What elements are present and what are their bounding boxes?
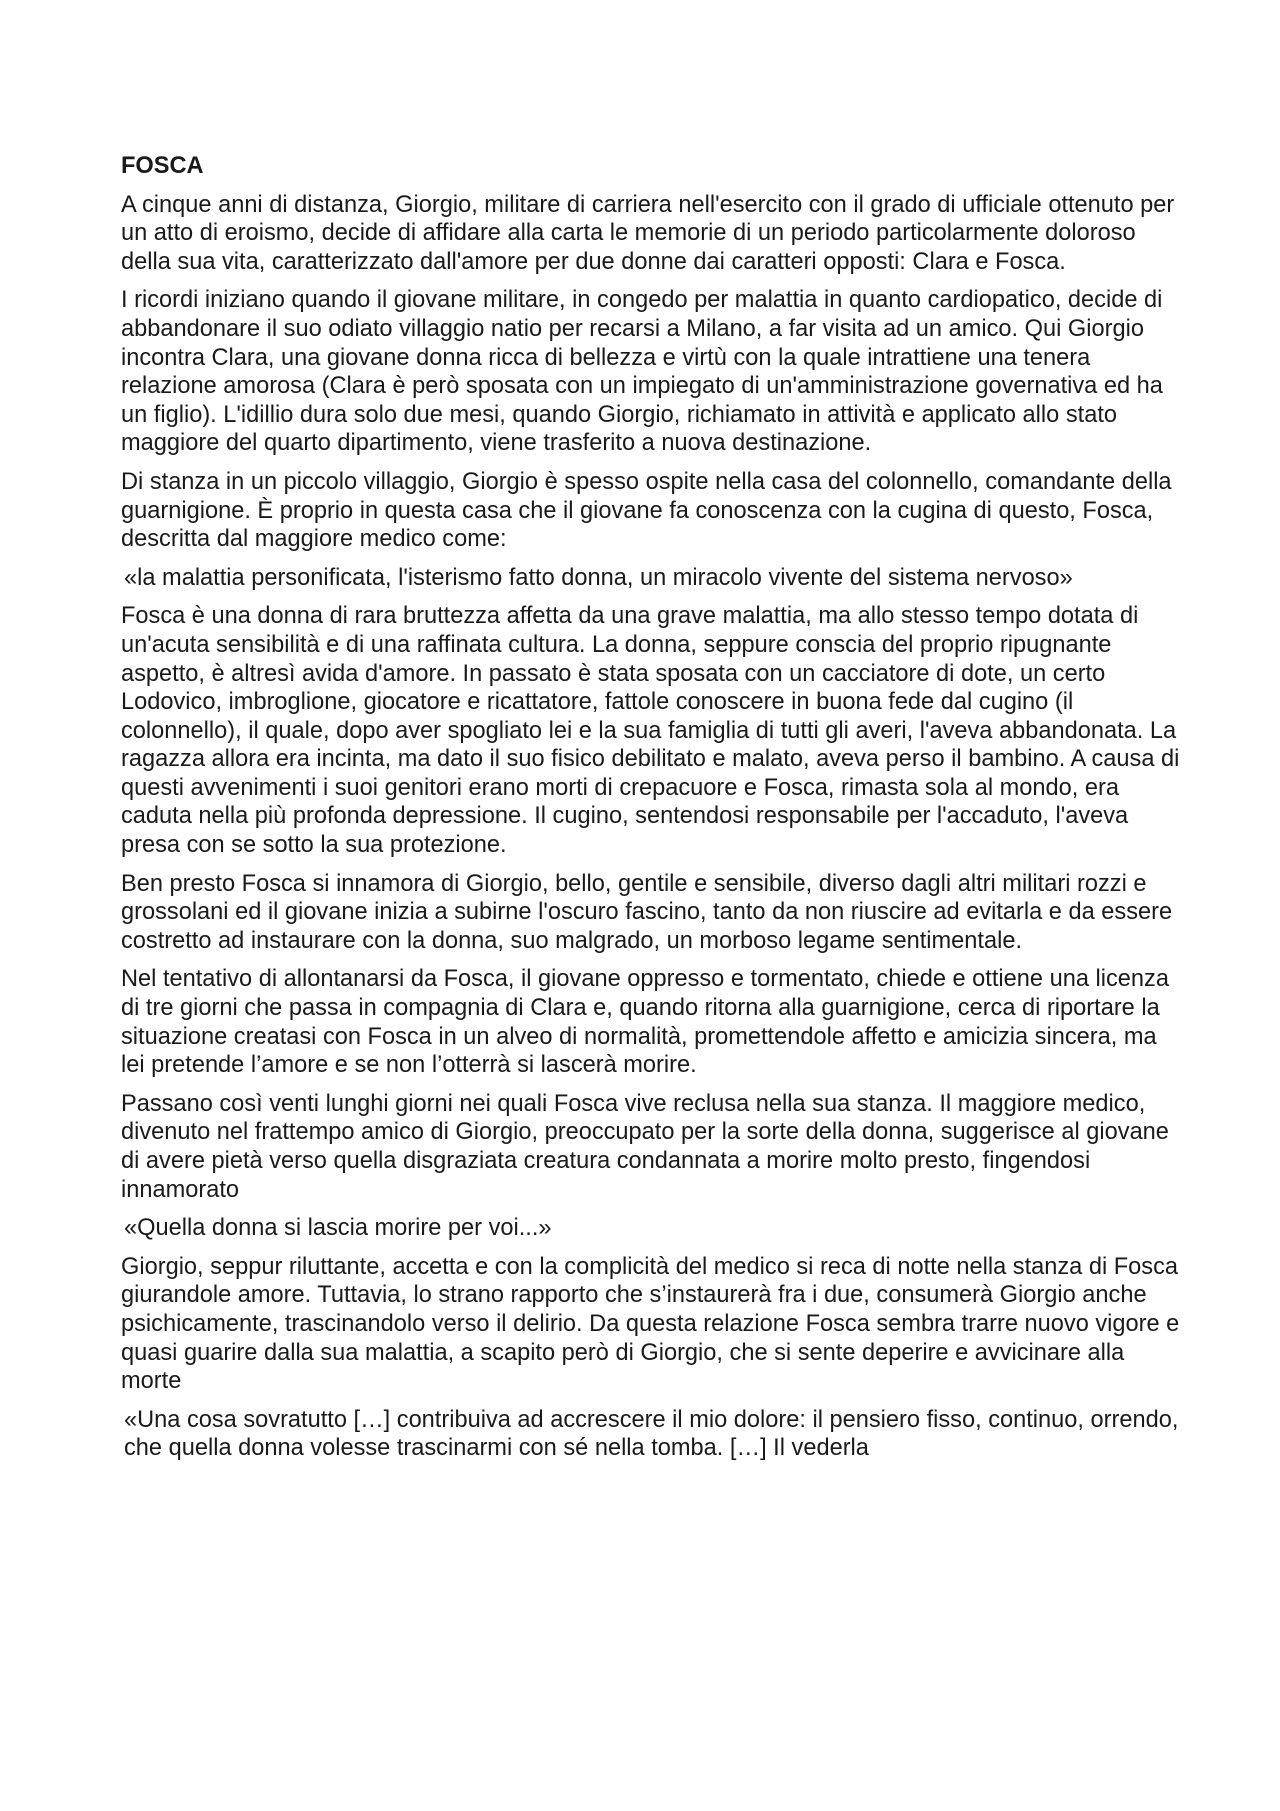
- paragraph-falls-in-love: Ben presto Fosca si innamora di Giorgio, bello, gentile e sensibile, diverso dagli altri militari rozzi e grossolani ed il giovane inizia a subirne l'oscuro fascino, tanto da non riuscire ad evitarla e da essere costretto ad instaurare con la donna, suo malgrado, un morboso legame sentimentale.: [121, 870, 1173, 954]
- paragraph-village: Di stanza in un piccolo villaggio, Giorgio è spesso ospite nella casa del colonnello, comandante della guarnigione. È proprio in questa casa che il giovane fa conoscenza con la cugina di questo, Fosca, descritta dal maggiore medico come:: [121, 468, 1172, 553]
- paragraph-twenty-days: Passano così venti lunghi giorni nei quali Fosca vive reclusa nella sua stanza. Il maggiore medico, divenuto nel frattempo amico di Giorgio, preoccupato per la sorte della donna, suggerisce al giovane di avere pietà verso quella disgraziata creatura condannata a morire molto presto, fingendosi innamorato: [121, 1090, 1169, 1203]
- quote-tomb: «Una cosa sovratutto […] contribuiva ad accrescere il mio dolore: il pensiero fisso, continuo, orrendo, che quella donna volesse trascinarmi con sé nella tomba. […] Il vederla: [124, 1406, 1179, 1462]
- document-body: [121, 152, 1181, 1473]
- document-title: FOSCA: [121, 153, 204, 179]
- paragraph-fosca-description: Fosca è una donna di rara bruttezza affetta da una grave malattia, ma allo stesso tempo dotata di un'acuta sensibilità e di una raffinata cultura. La donna, seppure conscia del proprio ripugnante aspetto, è altresì avida d'amore. In passato è stata sposata con un cacciatore di dote, un certo Lodovico, imbroglione, giocatore e ricattatore, fattole conoscere in buona fede dal cugino (il colonnello), il quale, dopo aver spogliato lei e la sua famiglia di tutti gli averi, l'aveva abbandonata. La ragazza allora era incinta, ma dato il suo fisico debilitato e malato, aveva perso il bambino. A causa di questi avvenimenti i suoi genitori erano morti di crepacuore e Fosca, rimasta sola al mondo, era caduta nella più profonda depressione. Il cugino, sentendosi responsabile per l'accaduto, l'aveva presa con se sotto la sua protezione.: [121, 603, 1180, 859]
- paragraph-memories: I ricordi iniziano quando il giovane militare, in congedo per malattia in quanto cardiopatico, decide di abbandonare il suo odiato villaggio natio per recarsi a Milano, a far visita ad un amico. Qui Giorgio incontra Clara, una giovane donna ricca di bellezza e virtù con la quale intrattiene una tenera relazione amorosa (Clara è però sposata con un impiegato di un'amministrazione governativa ed ha un figlio). L'idillio dura solo due mesi, quando Giorgio, richiamato in attività e applicato allo stato maggiore del quarto dipartimento, viene trasferito a nuova destinazione.: [121, 287, 1163, 457]
- paragraph-relationship: Giorgio, seppur riluttante, accetta e con la complicità del medico si reca di notte nella stanza di Fosca giurandole amore. Tuttavia, lo strano rapporto che s’instaurerà fra i due, consumerà Giorgio anche psichicamente, trascinandolo verso il delirio. Da questa relazione Fosca sembra trarre nuovo vigore e quasi guarire dalla sua malattia, a scapito però di Giorgio, che si sente deperire e avvicinare alla morte: [121, 1253, 1180, 1395]
- quote-illness: «la malattia personificata, l'isterismo fatto donna, un miracolo vivente del sistema nervoso»: [124, 564, 1073, 591]
- paragraph-intro: A cinque anni di distanza, Giorgio, militare di carriera nell'esercito con il grado di ufficiale ottenuto per un atto di eroismo, decide di affidare alla carta le memorie di un periodo particolarmente doloroso della sua vita, caratterizzato dall'amore per due donne dai caratteri opposti: Clara e Fosca.: [121, 191, 1175, 275]
- paragraph-leave: Nel tentativo di allontanarsi da Fosca, il giovane oppresso e tormentato, chiede e ottiene una licenza di tre giorni che passa in compagnia di Clara e, quando ritorna alla guarnigione, cerca di riportare la situazione creatasi con Fosca in un alveo di normalità, promettendole affetto e amicizia sincera, ma lei pretende l’amore e se non l’otterrà si lascerà morire.: [121, 966, 1169, 1079]
- quote-dying-for-you: «Quella donna si lascia morire per voi...»: [124, 1215, 552, 1242]
